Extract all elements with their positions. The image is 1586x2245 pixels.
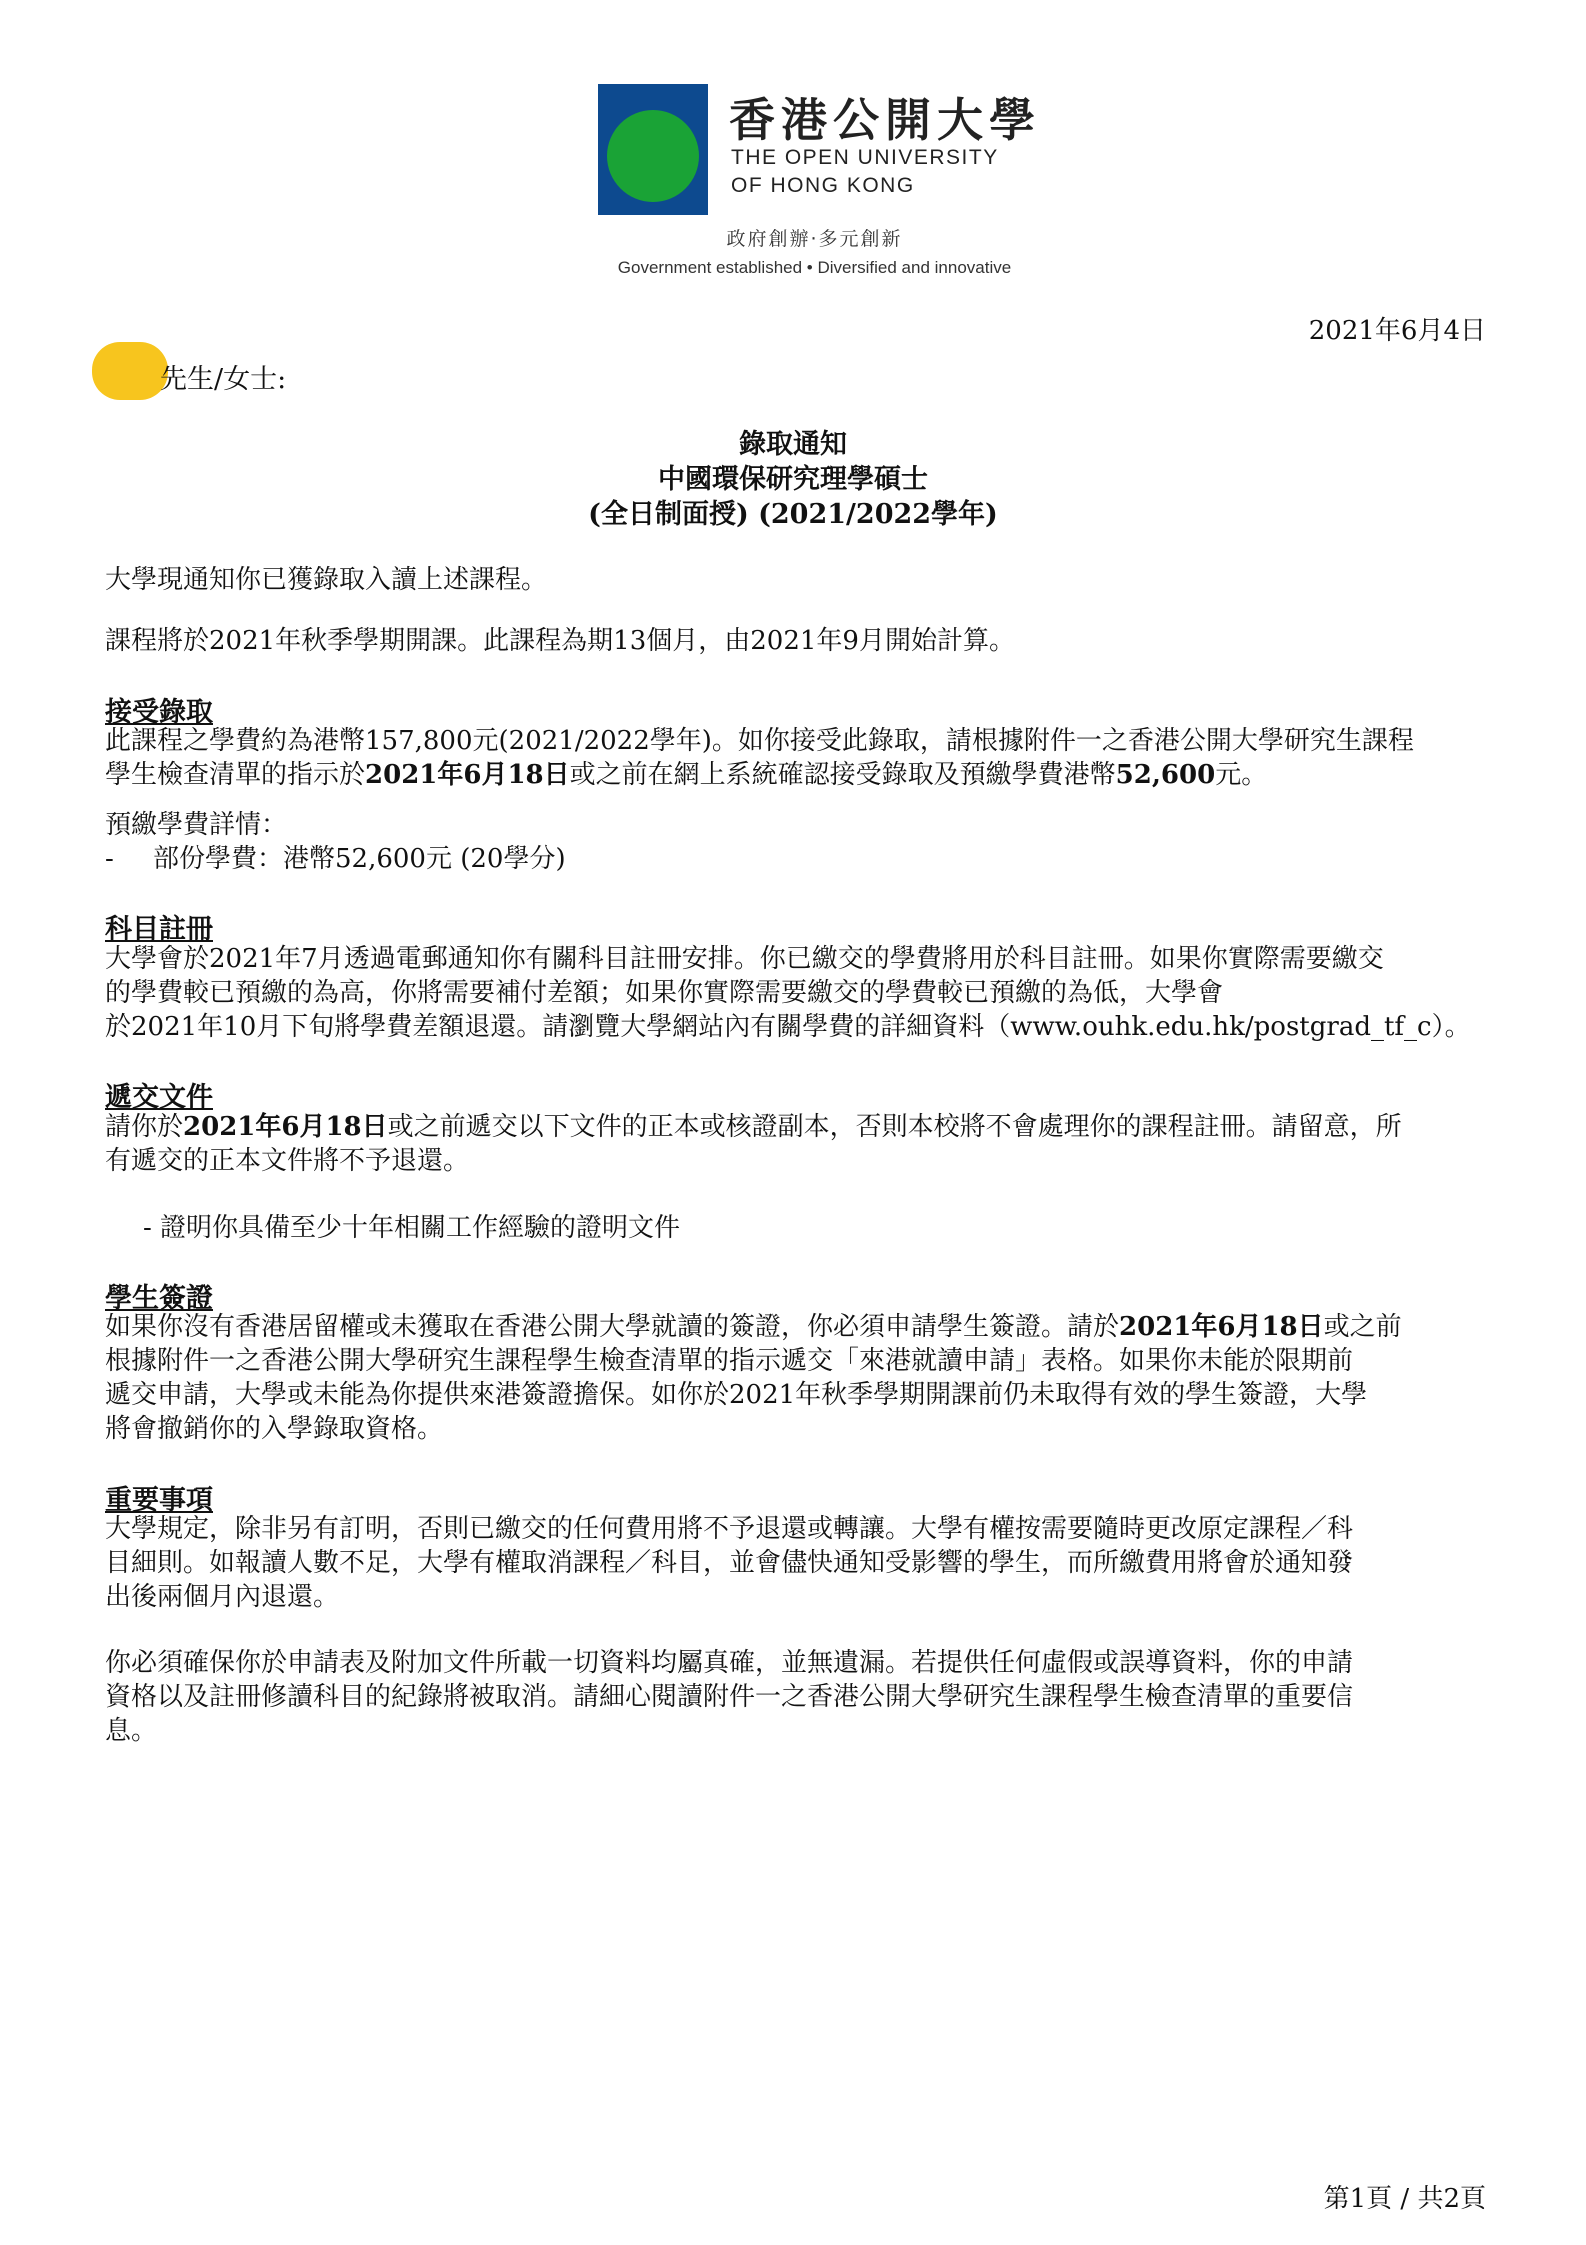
salutation: 先生/女士:: [160, 364, 287, 395]
docs-line-1: 請你於2021年6月18日或之前遞交以下文件的正本或核證副本，否則本校將不會處理你的課程註冊。請留意，所: [105, 1112, 1402, 1142]
enrol-line-3: 於2021年10月下旬將學費差額退還。請瀏覽大學網站內有關學費的詳細資料（www.ouhk.edu.hk/postgrad_tf_c）。: [105, 1012, 1471, 1042]
visa-line-1: 如果你沒有香港居留權或未獲取在香港公開大學就讀的簽證，你必須申請學生簽證。請於2021年6月18日或之前: [105, 1312, 1402, 1342]
page-number: 第1頁 / 共2頁: [1323, 2184, 1486, 2214]
docs-deadline: 2021年6月18日: [183, 1112, 388, 1142]
prepay-amount: 52,600: [1115, 760, 1216, 790]
programme-mode-year: (全日制面授) (2021/2022學年): [588, 499, 998, 530]
university-logo: [598, 84, 1041, 284]
section-heading-enrol: 科目註冊: [105, 914, 213, 945]
important-p1-line-3: 出後兩個月內退還。: [105, 1582, 340, 1612]
important-p1-line-1: 大學規定，除非另有訂明，否則已繳交的任何費用將不予退還或轉讓。大學有權按需要隨時更改原定課程／科: [105, 1514, 1354, 1544]
programme-name: 中國環保研究理學碩士: [658, 464, 928, 495]
logo-motto-en: Government established • Diversified and innovative: [617, 258, 1012, 277]
visa-line-3: 遞交申請，大學或未能為你提供來港簽證擔保。如你於2021年秋季學期開課前仍未取得有效的學生簽證，大學: [105, 1380, 1368, 1410]
letter-title: 錄取通知: [739, 429, 847, 460]
section-heading-accept: 接受錄取: [105, 697, 213, 728]
enrol-line-2: 的學費較已預繳的為高，你將需要補付差額；如果你實際需要繳交的學費較已預繳的為低，大學會: [105, 978, 1224, 1008]
logo-emblem: [598, 84, 708, 215]
intro-paragraph-1: 大學現通知你已獲錄取入讀上述課程。: [105, 565, 548, 595]
enrol-line-1: 大學會於2021年7月透過電郵通知你有關科目註冊安排。你已繳交的學費將用於科目註冊。如果你實際需要繳交: [105, 944, 1384, 974]
letter-date: 2021年6月4日: [1308, 316, 1486, 346]
logo-name-en-line2: OF HONG KONG: [731, 174, 915, 197]
accept-line-1: 此課程之學費約為港幣157,800元(2021/2022學年)。如你接受此錄取，請根據附件一之香港公開大學研究生課程: [105, 726, 1414, 756]
logo-name-en-line1: THE OPEN UNIVERSITY: [731, 146, 999, 169]
docs-required-item: - 證明你具備至少十年相關工作經驗的證明文件: [143, 1213, 681, 1243]
section-heading-visa: 學生簽證: [105, 1283, 213, 1314]
important-p1-line-2: 目細則。如報讀人數不足，大學有權取消課程／科目，並會儘快通知受影響的學生，而所繳費用將會於通知發: [105, 1548, 1354, 1578]
visa-line-2: 根據附件一之香港公開大學研究生課程學生檢查清單的指示遞交「來港就讀申請」表格。如果你未能於限期前: [105, 1346, 1354, 1376]
logo-name-cn: 香港公開大學: [729, 93, 1041, 147]
important-p2-line-1: 你必須確保你於申請表及附加文件所載一切資料均屬真確，並無遺漏。若提供任何虛假或誤導資料，你的申請: [105, 1648, 1354, 1678]
accept-line-2: 學生檢查清單的指示於2021年6月18日或之前在網上系統確認接受錄取及預繳學費港幣52,600元。: [105, 760, 1268, 790]
visa-line-4: 將會撤銷你的入學錄取資格。: [105, 1414, 444, 1444]
important-p2-line-3: 息。: [105, 1716, 158, 1746]
section-heading-docs: 遞交文件: [105, 1082, 213, 1113]
important-p2-line-2: 資格以及註冊修讀科目的紀錄將被取消。請細心閱讀附件一之香港公開大學研究生課程學生檢查清單的重要信: [105, 1682, 1354, 1712]
docs-line-2: 有遞交的正本文件將不予退還。: [105, 1146, 470, 1176]
prepay-details-label: 預繳學費詳情：: [105, 810, 288, 840]
redaction-mark: [92, 342, 168, 400]
list-dash: -: [105, 844, 114, 874]
visa-deadline: 2021年6月18日: [1119, 1312, 1324, 1342]
section-heading-important: 重要事項: [105, 1485, 213, 1516]
intro-paragraph-2: 課程將於2021年秋季學期開課。此課程為期13個月，由2021年9月開始計算。: [105, 626, 1015, 656]
logo-motto-cn: 政府創辦‧多元創新: [726, 228, 903, 250]
deadline-date: 2021年6月18日: [365, 760, 570, 790]
prepay-item: 部份學費：港幣52,600元 (20學分): [153, 844, 566, 874]
